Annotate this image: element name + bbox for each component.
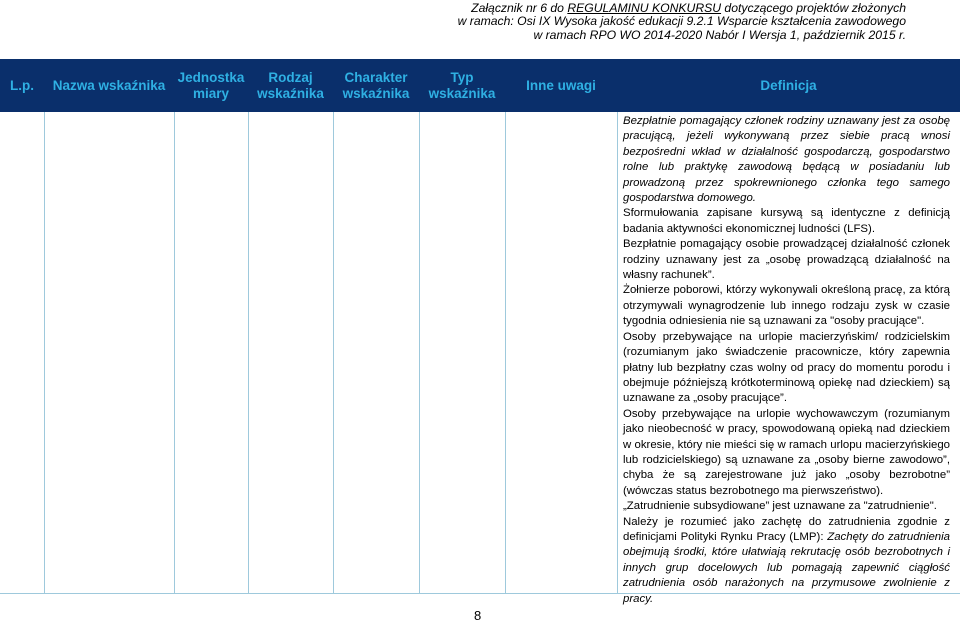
definition-paragraph: Osoby przebywające na urlopie wychowawczym (rozumianym jako nieobecność w pracy, spowodowaną opieką nad dzieckiem w okresie, który nie mieści się w ramach urlopu macierzyńskiego lub rodzicielskiego) są uznawane za „osoby bierne zawodowo”, chyba że są zarejestrowane już jako „osoby bezrobotne” (wówczas status bezrobotnego ma pierwszeństwo). <box>623 407 950 497</box>
header-line-1 <box>458 2 906 15</box>
column-divider <box>174 112 175 594</box>
column-divider <box>333 112 334 594</box>
regulamin-link[interactable]: REGULAMINU KONKURSU <box>567 1 722 15</box>
column-divider <box>248 112 249 594</box>
definition-italic-text: Zachęty do zatrudnienia obejmują środki, które ułatwiają rekrutację osób bezrobotnych i innych grup docelowych lub pomagają zapewnić ciągłość zatrudnienia osób narażonych na przymusowe zwolnienie z pracy. <box>623 530 951 605</box>
table-header-row <box>0 59 960 112</box>
header-prefix: Załącznik nr 6 do <box>471 1 568 15</box>
col-header-jednostka: Jednostka miary <box>177 69 245 101</box>
definition-paragraph: Żołnierze poborowi, którzy wykonywali określoną pracę, za którą otrzymywali wynagrodzenie lub innego rodzaju zysk w czasie tygodnia odniesienia nie są uznawani za "osoby pracujące". <box>623 284 950 328</box>
header-suffix: dotyczącego projektów złożonych <box>721 1 906 15</box>
column-divider <box>505 112 506 594</box>
col-header-typ: Typ wskaźnika <box>428 69 496 101</box>
table-body <box>0 112 960 605</box>
header-line-2: w ramach: Osi IX Wysoka jakość edukacji 9.2.1 Wsparcie kształcenia zawodowego <box>457 14 906 29</box>
col-header-nazwa: Nazwa wskaźnika <box>52 77 166 93</box>
definition-paragraph: Sformułowania zapisane kursywą są identyczne z definicją badania aktywności ekonomicznej ludności (LFS). <box>623 207 950 235</box>
document-header <box>458 2 906 42</box>
col-header-charakter: Charakter wskaźnika <box>342 69 410 101</box>
definition-paragraph: Bezpłatnie pomagający osobie prowadzącej działalność członek rodziny uznawany jest za „osobę prowadzącą działalność na własny rachunek”. <box>623 238 950 282</box>
col-header-lp: L.p. <box>10 77 34 93</box>
col-header-inne-uwagi: Inne uwagi <box>526 77 596 93</box>
definition-paragraph: „Zatrudnienie subsydiowane” jest uznawane za "zatrudnienie". <box>623 500 937 513</box>
definition-text: Należy je rozumieć jako zachętę do zatrudnienia zgodnie z definicjami Polityki Rynku Pracy (LMP): <box>623 515 950 543</box>
column-divider <box>419 112 420 594</box>
page-number: 8 <box>474 608 482 623</box>
definition-paragraph: Bezpłatnie pomagający członek rodziny uznawany jest za osobę pracującą, jeżeli wykonywaną przez siebie pracą wnosi bezpośredni wkład w działalność gospodarczą, gospodarstwo rolne lub praktykę zawodową będącą w posiadaniu lub prowadzoną przez spokrewnionego członka tego samego gospodarstwa domowego. <box>623 115 950 205</box>
column-divider <box>44 112 45 594</box>
col-header-rodzaj: Rodzaj wskaźnika <box>257 69 324 101</box>
definition-paragraph <box>623 515 950 607</box>
column-divider <box>617 112 618 594</box>
definition-paragraph: Osoby przebywające na urlopie macierzyńskim/ rodzicielskim (rozumianym jako świadczenie pracownicze, który zapewnia płatny lub bezpłatny czas wolny od pracy do momentu porodu i obejmuje późniejszą krótkoterminową opiekę nad dzieckiem) są uznawane za „osoby pracujące”. <box>623 330 950 405</box>
col-header-definicja: Definicja <box>760 77 817 93</box>
indicator-table <box>0 59 960 605</box>
header-line-3: w ramach RPO WO 2014-2020 Nabór I Wersja 1, październik 2015 r. <box>533 27 906 42</box>
definition-cell <box>623 112 950 607</box>
